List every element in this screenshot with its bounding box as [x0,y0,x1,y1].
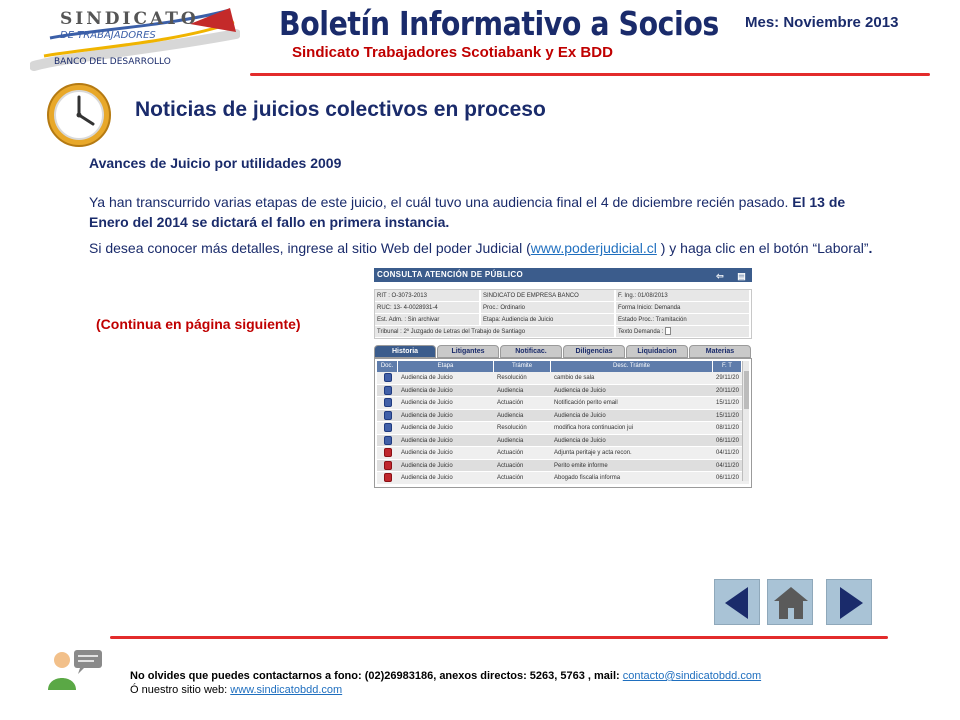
column-header: F. T [713,361,742,372]
home-button[interactable] [767,579,813,625]
triangle-left-icon [715,580,761,626]
article-p2-b: ) y haga clic en el botón “Laboral” [656,240,869,256]
tab-litigantes[interactable]: Litigantes [437,345,499,358]
contact-email-link[interactable]: contacto@sindicatobdd.com [622,670,762,682]
fecha-cell: 04/11/20 [716,450,739,456]
info-cell: Tribunal : 2º Juzgado de Letras del Trabajo de Santiago [375,326,616,337]
logo-line1: SINDICATO [60,9,199,29]
info-cell: RIT : O-3073-2013 [375,290,481,301]
table-row[interactable] [377,435,749,448]
etapa-cell: Audiencia de Juicio [401,387,453,394]
footer-contact [130,669,761,697]
table-row[interactable] [377,460,749,473]
doc-cell[interactable] [377,385,398,397]
tab-notificaciones[interactable]: Notificac. [500,345,562,358]
info-cell: RUC: 13- 4-0028931-4 [375,302,481,313]
table-row[interactable] [377,447,749,460]
contact-person-icon [46,648,104,692]
doc-cell[interactable] [377,460,398,472]
column-header: Desc. Trámite [551,361,713,372]
article-heading: Avances de Juicio por utilidades 2009 [89,155,342,171]
tramite-cell: Audiencia [497,387,524,394]
article-p2-end: . [868,240,873,256]
etapa-cell: Audiencia de Juicio [401,450,453,456]
tab-diligencias[interactable]: Diligencias [563,345,625,358]
tramite-cell: Audiencia [497,412,524,419]
pdf-document-icon[interactable] [384,461,392,470]
etapa-cell: Audiencia de Juicio [401,400,453,406]
month-label: Mes: Noviembre 2013 [745,14,899,31]
desc-cell: cambio de sala [554,375,595,381]
fecha-cell: 08/11/20 [716,425,739,431]
info-cell: Proc.: Ordinario [481,302,616,313]
table-row[interactable] [377,410,749,423]
doc-cell[interactable] [377,472,398,484]
tramite-cell: Audiencia [497,437,524,444]
tramite-cell: Actuación [497,462,524,469]
etapa-cell: Audiencia de Juicio [401,475,453,481]
doc-cell[interactable] [377,397,398,409]
info-cell: Forma Inicio: Demanda [616,302,751,313]
info-cell: F. Ing.: 01/08/2013 [616,290,751,301]
tramite-cell: Actuación [497,475,524,481]
header-divider [250,73,930,76]
tab-materias[interactable]: Materias [689,345,751,358]
table-row[interactable] [377,372,749,385]
bulletin-subtitle: Sindicato Trabajadores Scotiabank y Ex BDD [292,44,613,61]
print-icon: ▤ [737,271,746,281]
column-header: Trámite [494,361,551,372]
etapa-cell: Audiencia de Juicio [401,425,453,431]
column-header: Doc. [377,361,398,372]
doc-cell[interactable] [377,410,398,422]
desc-cell: Audiencia de Juicio [554,412,606,419]
fecha-cell: 29/11/20 [716,375,739,381]
tab-liquidacion[interactable]: Liquidacion [626,345,688,358]
column-header: Etapa [398,361,494,372]
article-p2-a: Si desea conocer más detalles, ingrese al sitio Web del poder Judicial ( [89,240,531,256]
etapa-cell: Audiencia de Juicio [401,462,453,469]
table-row[interactable] [377,422,749,435]
tramite-cell: Resolución [497,375,527,381]
sindicato-logo [30,4,240,74]
desc-cell: Audiencia de Juicio [554,387,606,394]
history-table [374,358,752,488]
fecha-cell: 15/11/20 [716,400,739,406]
logo-line2: DE TRABAJADORES [60,30,156,41]
court-consultation-screenshot [374,268,752,508]
tramite-cell: Actuación [497,450,524,456]
desc-cell: modifica hora continuacion jui [554,425,634,431]
table-row[interactable] [377,397,749,410]
fecha-cell: 15/11/20 [716,412,739,419]
etapa-cell: Audiencia de Juicio [401,375,453,381]
triangle-right-icon [827,580,873,626]
document-icon[interactable] [384,411,392,420]
logo-line3: BANCO DEL DESARROLLO [54,57,171,67]
consultation-title-bar [374,268,752,282]
document-icon[interactable] [384,373,392,382]
back-arrow-icon: ⇦ [716,271,724,281]
desc-cell: Audiencia de Juicio [554,437,606,444]
etapa-cell: Audiencia de Juicio [401,412,453,419]
doc-cell[interactable] [377,435,398,447]
fecha-cell: 04/11/20 [716,462,739,469]
document-icon[interactable] [384,423,392,432]
table-row[interactable] [377,385,749,398]
poder-judicial-link[interactable]: www.poderjudicial.cl [530,240,657,256]
info-cell: Etapa: Audiencia de Juicio [481,314,616,325]
desc-cell: Adjunta peritaje y acta recon. [554,450,632,456]
footer-divider [110,636,888,639]
fecha-cell: 06/11/20 [716,437,739,444]
consultation-title: CONSULTA ATENCIÓN DE PÚBLICO [377,270,524,279]
info-cell: Estado Proc.: Tramitación [616,314,751,325]
bulletin-title: Boletín Informativo a Socios [279,4,719,43]
desc-cell: Abogado fiscalía informa [554,475,621,481]
doc-cell[interactable] [377,422,398,434]
case-tabs [374,345,752,358]
footer-site-text: Ó nuestro sitio web: [130,684,231,696]
home-icon [768,580,814,626]
article-p1-bold: El 13 de Enero del 2014 se dictará el fallo en primera instancia. [89,194,846,230]
info-text: Texto Demanda : [618,329,664,335]
tramite-cell: Actuación [497,400,524,406]
footer-contact-text: No olvides que puedes contactarnos a fono: (02)26983186, anexos directos: 5263, 5763 , mail: [130,670,623,682]
sindicato-site-link[interactable]: www.sindicatobdd.com [230,684,343,696]
table-header [377,361,749,372]
info-cell: Est. Adm. : Sin archivar [375,314,481,325]
continued-note: (Continua en página siguiente) [96,316,301,332]
fecha-cell: 20/11/20 [716,387,739,394]
info-cell [616,326,751,337]
document-icon[interactable] [384,386,392,395]
tramite-cell: Resolución [497,425,527,431]
previous-page-button[interactable] [714,579,760,625]
clock-icon [46,82,112,148]
pdf-document-icon[interactable] [384,448,392,457]
section-title: Noticias de juicios colectivos en proceso [135,98,546,121]
case-info-grid [374,289,752,339]
table-row[interactable] [377,472,749,485]
document-icon[interactable] [665,327,671,335]
desc-cell: Perito emite informe [554,462,608,469]
doc-cell[interactable] [377,447,398,459]
info-cell: SINDICATO DE EMPRESA BANCO [481,290,616,301]
scrollbar-thumb[interactable] [744,371,749,409]
document-icon[interactable] [384,436,392,445]
etapa-cell: Audiencia de Juicio [401,437,453,444]
doc-cell[interactable] [377,372,398,384]
article-p1: Ya han transcurrido varias etapas de este juicio, el cuál tuvo una audiencia final el 4 de diciembre recién pasado. [89,194,789,210]
next-page-button[interactable] [826,579,872,625]
desc-cell: Notificación perito email [554,400,618,406]
pdf-document-icon[interactable] [384,473,392,482]
fecha-cell: 06/11/20 [716,475,739,481]
table-scrollbar[interactable] [742,361,749,481]
document-icon[interactable] [384,398,392,407]
table-body [377,372,749,485]
article-body [89,192,879,264]
tab-historia[interactable]: Historia [374,345,436,358]
